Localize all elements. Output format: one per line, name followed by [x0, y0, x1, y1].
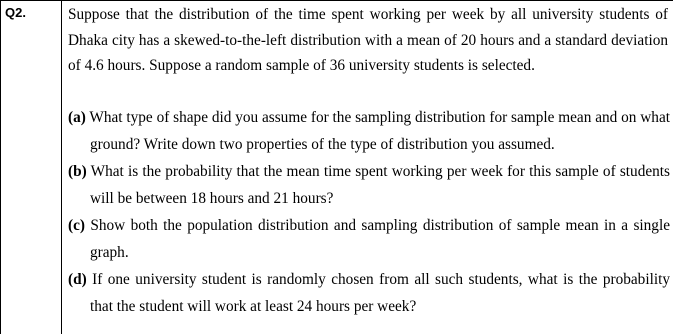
question-number: Q2.	[5, 5, 26, 20]
part-label: (a)	[68, 109, 86, 126]
table-column-divider	[61, 0, 62, 334]
question-part-a	[68, 104, 670, 158]
part-label: (b)	[68, 163, 87, 180]
part-text: If one university student is randomly chosen from all such students, what is the probability that the student will work at least 24 hours per week?	[90, 271, 670, 315]
part-text: What is the probability that the mean time spent working per week for this sample of students will be between 18 hours and 21 hours?	[90, 163, 670, 207]
question-intro: Suppose that the distribution of the time spent working per week by all university students of Dhaka city has a skewed-to-the-left distribution with a mean of 20 hours and a standard deviation of 4.6 hours. Suppose a random sample of 36 university students is selected.	[68, 6, 668, 74]
part-text: Show both the population distribution and sampling distribution of sample mean in a single graph.	[90, 217, 670, 261]
question-part-c	[68, 212, 670, 266]
part-label: (c)	[68, 217, 85, 234]
question-part-d	[68, 266, 670, 320]
question-part-b	[68, 158, 670, 212]
part-text: What type of shape did you assume for the sampling distribution for sample mean and on what ground? Write down two properties of the type of distribution you assumed.	[89, 109, 670, 153]
part-label: (d)	[68, 271, 87, 288]
table-left-border	[0, 0, 1, 334]
table-top-border	[0, 0, 673, 1]
